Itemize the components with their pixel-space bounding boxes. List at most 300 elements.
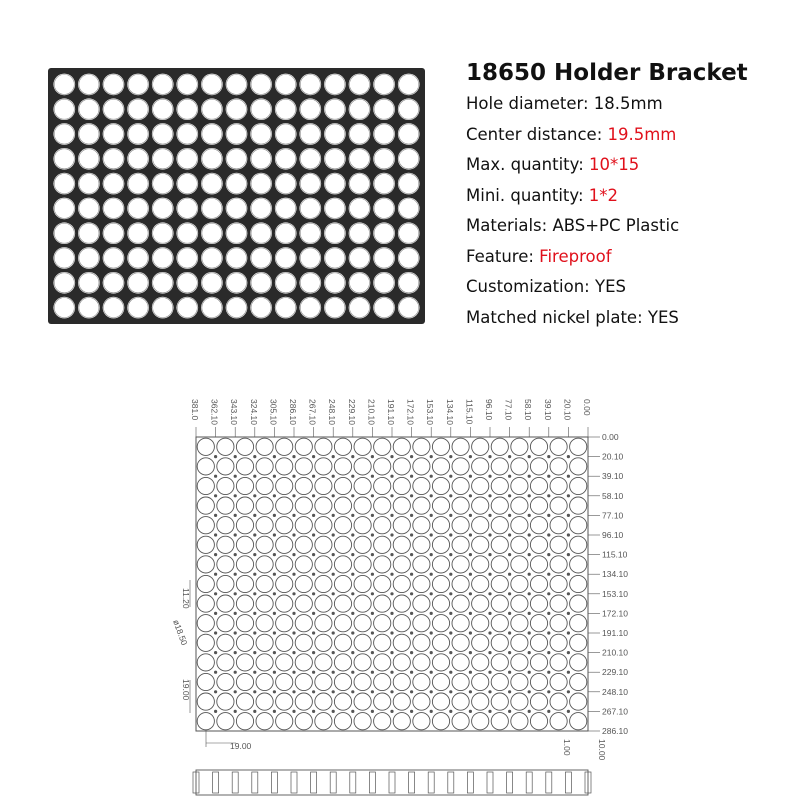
grid-node <box>508 553 511 556</box>
grid-hole <box>217 497 234 514</box>
grid-node <box>449 690 452 693</box>
grid-hole <box>295 595 312 612</box>
grid-hole <box>295 497 312 514</box>
grid-node <box>430 475 433 478</box>
grid-hole <box>550 438 567 455</box>
grid-node <box>332 475 335 478</box>
grid-hole <box>393 556 410 573</box>
grid-node <box>469 533 472 536</box>
grid-hole <box>236 634 253 651</box>
grid-hole <box>334 615 351 632</box>
grid-hole <box>511 615 528 632</box>
spec-value: ABS+PC Plastic <box>552 216 680 235</box>
grid-node <box>253 573 256 576</box>
side-outline <box>196 770 588 795</box>
grid-hole <box>472 595 489 612</box>
grid-node <box>508 455 511 458</box>
grid-hole <box>432 477 449 494</box>
grid-hole <box>374 575 391 592</box>
grid-hole <box>236 536 253 553</box>
grid-hole <box>393 595 410 612</box>
grid-node <box>292 651 295 654</box>
grid-node <box>488 533 491 536</box>
grid-node <box>312 494 315 497</box>
grid-hole <box>491 634 508 651</box>
grid-hole <box>295 654 312 671</box>
grid-hole <box>491 497 508 514</box>
grid-hole <box>354 634 371 651</box>
grid-node <box>371 553 374 556</box>
grid-node <box>371 671 374 674</box>
grid-hole <box>393 438 410 455</box>
grid-node <box>332 612 335 615</box>
grid-node <box>371 612 374 615</box>
grid-node <box>273 690 276 693</box>
grid-hole <box>530 575 547 592</box>
grid-hole <box>295 458 312 475</box>
grid-node <box>292 553 295 556</box>
grid-node <box>488 494 491 497</box>
grid-hole <box>295 556 312 573</box>
grid-node <box>528 553 531 556</box>
grid-node <box>292 494 295 497</box>
grid-node <box>567 651 570 654</box>
grid-hole <box>413 458 430 475</box>
grid-hole <box>570 634 587 651</box>
top-dimension-label: 96.10 <box>484 399 494 421</box>
spec-center-distance <box>466 125 786 156</box>
spec-customization <box>466 277 786 308</box>
grid-hole <box>217 673 234 690</box>
top-dimension-label: 20.10 <box>562 399 573 421</box>
grid-hole <box>276 575 293 592</box>
grid-hole <box>197 477 214 494</box>
grid-hole <box>334 497 351 514</box>
grid-hole <box>472 713 489 730</box>
grid-hole <box>256 556 273 573</box>
grid-hole <box>511 575 528 592</box>
grid-node <box>528 631 531 634</box>
grid-hole <box>393 536 410 553</box>
grid-hole <box>197 634 214 651</box>
grid-node <box>292 533 295 536</box>
grid-hole <box>452 458 469 475</box>
grid-hole <box>315 595 332 612</box>
grid-hole <box>432 654 449 671</box>
right-dimension-label: 267.10 <box>602 706 628 717</box>
grid-hole <box>511 438 528 455</box>
grid-node <box>528 651 531 654</box>
grid-node <box>410 671 413 674</box>
grid-node <box>410 475 413 478</box>
grid-hole <box>530 595 547 612</box>
spec-hole-diameter <box>466 94 786 125</box>
grid-hole <box>511 654 528 671</box>
grid-hole <box>197 673 214 690</box>
grid-node <box>371 533 374 536</box>
grid-node <box>332 494 335 497</box>
right-dimension-label: 153.10 <box>602 588 628 599</box>
grid-hole <box>570 438 587 455</box>
grid-hole <box>295 634 312 651</box>
grid-hole <box>511 477 528 494</box>
grid-hole <box>354 458 371 475</box>
grid-hole <box>491 556 508 573</box>
grid-node <box>449 631 452 634</box>
grid-node <box>528 573 531 576</box>
grid-node <box>351 671 354 674</box>
grid-hole <box>393 477 410 494</box>
grid-node <box>567 514 570 517</box>
grid-node <box>488 475 491 478</box>
grid-hole <box>197 713 214 730</box>
grid-node <box>214 710 217 713</box>
right-dimension-label: 20.10 <box>602 451 624 462</box>
grid-node <box>292 690 295 693</box>
grid-hole <box>374 634 391 651</box>
grid-hole <box>432 615 449 632</box>
right-dimension-labels <box>588 432 628 736</box>
grid-node <box>214 592 217 595</box>
top-dimension-labels <box>190 399 592 437</box>
grid-hole <box>276 517 293 534</box>
grid-hole <box>256 673 273 690</box>
top-dimension-label: 210.10 <box>366 399 377 425</box>
grid-node <box>567 612 570 615</box>
grid-hole <box>413 693 430 710</box>
grid-hole <box>393 634 410 651</box>
grid-node <box>214 553 217 556</box>
grid-hole <box>354 517 371 534</box>
grid-hole <box>472 654 489 671</box>
grid-hole <box>197 438 214 455</box>
grid-hole <box>334 673 351 690</box>
side-rib <box>389 772 395 793</box>
grid-hole <box>393 615 410 632</box>
grid-hole <box>452 713 469 730</box>
grid-node <box>547 553 550 556</box>
grid-node <box>469 573 472 576</box>
grid-hole <box>374 595 391 612</box>
grid-hole <box>315 713 332 730</box>
grid-hole <box>334 536 351 553</box>
right-dimension-label: 77.10 <box>602 510 624 521</box>
grid-node <box>528 592 531 595</box>
spec-value: 19.5mm <box>607 124 677 144</box>
grid-hole <box>511 634 528 651</box>
grid-node <box>547 690 550 693</box>
grid-node <box>273 592 276 595</box>
grid-node <box>273 631 276 634</box>
grid-node <box>371 690 374 693</box>
grid-node <box>488 573 491 576</box>
grid-hole <box>354 556 371 573</box>
grid-hole <box>472 693 489 710</box>
grid-hole <box>276 536 293 553</box>
grid-hole <box>511 497 528 514</box>
dim-label-hole-diameter: ø18.50 <box>171 618 190 647</box>
grid-hole <box>334 693 351 710</box>
grid-node <box>547 631 550 634</box>
grid-hole <box>530 693 547 710</box>
grid-hole <box>452 595 469 612</box>
technical-drawing <box>160 395 800 800</box>
side-rib <box>311 772 317 793</box>
grid-node <box>488 631 491 634</box>
grid-node <box>371 455 374 458</box>
grid-node <box>469 475 472 478</box>
grid-node <box>253 651 256 654</box>
grid-node <box>488 612 491 615</box>
grid-node <box>430 710 433 713</box>
right-dimension-label: 115.10 <box>602 549 628 560</box>
grid-node <box>528 612 531 615</box>
grid-hole <box>315 556 332 573</box>
side-rib <box>487 772 493 793</box>
grid-node <box>430 533 433 536</box>
grid-node <box>508 690 511 693</box>
grid-node <box>528 690 531 693</box>
grid-hole <box>256 438 273 455</box>
grid-hole <box>570 477 587 494</box>
grid-node <box>273 710 276 713</box>
grid-node <box>351 690 354 693</box>
right-dimension-label: 58.10 <box>602 490 624 501</box>
grid-hole <box>570 497 587 514</box>
grid-node <box>410 514 413 517</box>
grid-node <box>234 651 237 654</box>
grid-node <box>508 651 511 654</box>
grid-hole <box>236 654 253 671</box>
grid-node <box>508 533 511 536</box>
grid-node <box>390 612 393 615</box>
grid-node <box>312 592 315 595</box>
grid-hole <box>570 693 587 710</box>
grid-hole <box>491 477 508 494</box>
grid-node <box>371 631 374 634</box>
grid-node <box>214 651 217 654</box>
side-rib <box>409 772 415 793</box>
spec-value: YES <box>594 277 626 296</box>
grid-node <box>292 631 295 634</box>
grid-node <box>430 573 433 576</box>
top-dimension-label: 324.10 <box>248 399 259 425</box>
cell-grid <box>196 437 588 731</box>
grid-hole <box>550 536 567 553</box>
grid-hole <box>334 438 351 455</box>
grid-hole <box>413 713 430 730</box>
grid-hole <box>452 556 469 573</box>
grid-node <box>488 710 491 713</box>
grid-hole <box>393 713 410 730</box>
grid-node <box>253 671 256 674</box>
grid-hole <box>393 673 410 690</box>
grid-hole <box>511 693 528 710</box>
grid-hole <box>217 458 234 475</box>
grid-node <box>273 475 276 478</box>
grid-node <box>234 671 237 674</box>
grid-node <box>273 573 276 576</box>
holder-bracket-photo <box>48 68 425 324</box>
grid-node <box>567 573 570 576</box>
grid-hole <box>472 556 489 573</box>
grid-hole <box>354 497 371 514</box>
grid-node <box>390 651 393 654</box>
grid-node <box>528 455 531 458</box>
spec-label: Materials: <box>466 216 553 235</box>
grid-hole <box>217 615 234 632</box>
grid-hole <box>550 497 567 514</box>
grid-hole <box>334 477 351 494</box>
grid-node <box>371 592 374 595</box>
grid-hole <box>530 477 547 494</box>
grid-node <box>390 455 393 458</box>
grid-node <box>508 573 511 576</box>
grid-node <box>273 455 276 458</box>
grid-hole <box>491 673 508 690</box>
grid-hole <box>413 477 430 494</box>
grid-node <box>390 592 393 595</box>
grid-hole <box>413 673 430 690</box>
grid-node <box>234 455 237 458</box>
grid-node <box>332 455 335 458</box>
grid-node <box>410 631 413 634</box>
grid-hole <box>393 517 410 534</box>
grid-hole <box>354 673 371 690</box>
grid-hole <box>530 497 547 514</box>
grid-node <box>567 710 570 713</box>
grid-hole <box>530 654 547 671</box>
grid-node <box>567 690 570 693</box>
grid-node <box>430 651 433 654</box>
grid-hole <box>511 536 528 553</box>
grid-node <box>547 592 550 595</box>
grid-hole <box>217 575 234 592</box>
right-dimension-label: 172.10 <box>602 608 628 619</box>
grid-hole <box>550 595 567 612</box>
top-dimension-label: 172.10 <box>405 399 416 425</box>
grid-node <box>234 573 237 576</box>
grid-node <box>351 475 354 478</box>
grid-hole <box>570 673 587 690</box>
grid-hole <box>432 497 449 514</box>
spec-label: Hole diameter: <box>466 94 594 113</box>
grid-hole <box>432 673 449 690</box>
grid-node <box>292 514 295 517</box>
grid-hole <box>217 693 234 710</box>
grid-hole <box>570 458 587 475</box>
grid-node <box>253 690 256 693</box>
grid-node <box>351 651 354 654</box>
grid-hole <box>315 477 332 494</box>
grid-hole <box>413 575 430 592</box>
grid-node <box>410 455 413 458</box>
spec-max-quantity <box>466 155 786 186</box>
grid-node <box>214 690 217 693</box>
grid-hole <box>236 575 253 592</box>
grid-hole <box>413 438 430 455</box>
grid-hole <box>374 438 391 455</box>
grid-node <box>390 494 393 497</box>
grid-node <box>332 671 335 674</box>
grid-node <box>253 455 256 458</box>
spec-materials <box>466 216 786 247</box>
grid-node <box>449 612 452 615</box>
grid-hole <box>256 634 273 651</box>
grid-hole <box>334 556 351 573</box>
grid-hole <box>413 497 430 514</box>
grid-hole <box>570 595 587 612</box>
grid-hole <box>413 556 430 573</box>
grid-node <box>351 514 354 517</box>
grid-hole <box>217 713 234 730</box>
grid-node <box>273 612 276 615</box>
grid-hole <box>511 673 528 690</box>
grid-node <box>253 710 256 713</box>
grid-node <box>449 553 452 556</box>
grid-hole <box>276 438 293 455</box>
grid-node <box>253 494 256 497</box>
grid-hole <box>472 575 489 592</box>
side-rib <box>448 772 454 793</box>
side-rib <box>565 772 571 793</box>
grid-hole <box>256 575 273 592</box>
grid-hole <box>315 575 332 592</box>
grid-hole <box>295 477 312 494</box>
side-rib <box>291 772 297 793</box>
grid-node <box>292 455 295 458</box>
top-dimension-label: 0.00 <box>582 399 592 416</box>
grid-hole <box>374 713 391 730</box>
grid-hole <box>236 458 253 475</box>
product-title: 18650 Holder Bracket <box>466 60 748 86</box>
right-dimension-label: 248.10 <box>602 686 628 697</box>
spec-label: Customization: <box>466 277 595 296</box>
grid-node <box>390 514 393 517</box>
grid-hole <box>472 477 489 494</box>
grid-hole <box>276 634 293 651</box>
grid-node <box>567 671 570 674</box>
grid-node <box>430 631 433 634</box>
grid-hole <box>550 458 567 475</box>
grid-node <box>449 455 452 458</box>
grid-hole <box>236 556 253 573</box>
grid-node <box>390 553 393 556</box>
side-rib <box>252 772 258 793</box>
grid-node <box>253 612 256 615</box>
grid-node <box>332 651 335 654</box>
grid-hole <box>334 595 351 612</box>
grid-hole <box>217 438 234 455</box>
spec-feature <box>466 247 786 278</box>
grid-node <box>332 592 335 595</box>
top-dimension-label: 115.10 <box>464 399 475 425</box>
grid-node <box>410 533 413 536</box>
right-dimension-label: 210.10 <box>602 647 628 658</box>
grid-hole <box>276 615 293 632</box>
grid-hole <box>276 595 293 612</box>
grid-node <box>292 671 295 674</box>
dim-label-1-00: 1.00 <box>562 739 572 756</box>
grid-node <box>488 690 491 693</box>
grid-node <box>371 475 374 478</box>
grid-node <box>547 612 550 615</box>
spec-min-quantity <box>466 186 786 217</box>
grid-node <box>351 494 354 497</box>
grid-hole <box>236 673 253 690</box>
grid-node <box>508 612 511 615</box>
grid-node <box>430 612 433 615</box>
